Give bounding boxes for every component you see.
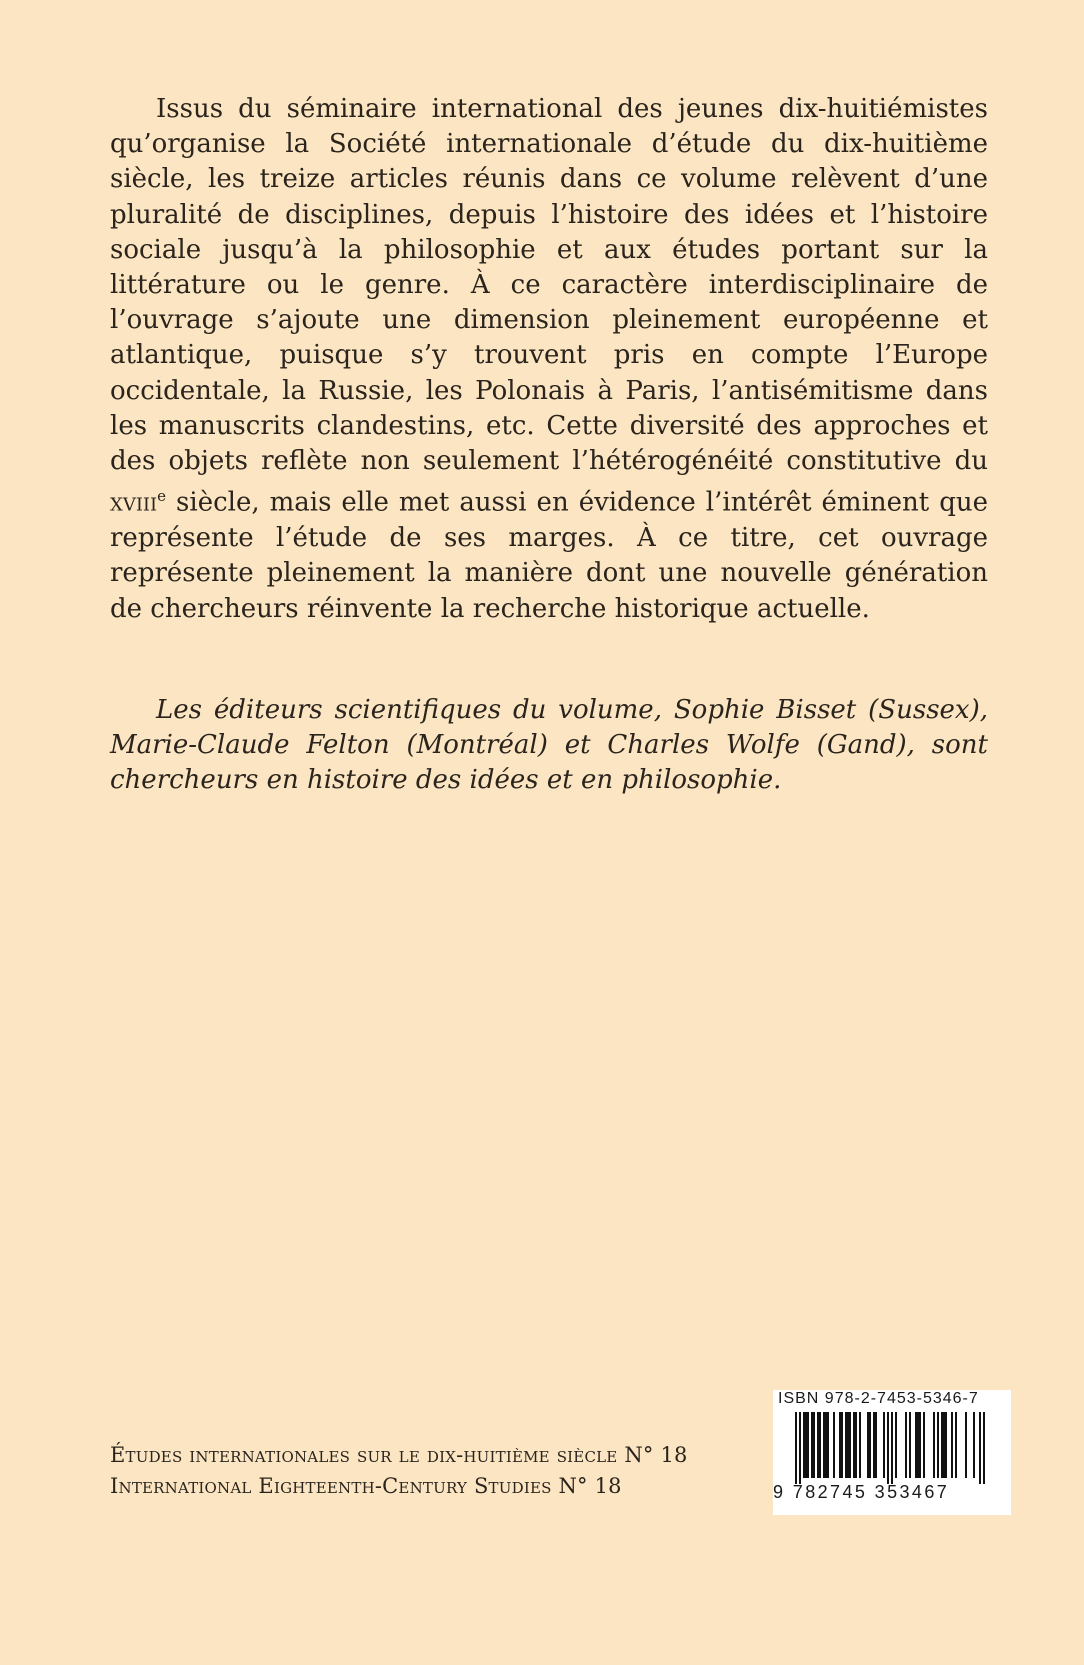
blurb-text-part-1: Issus du séminaire international des jeunes dix-huitiémistes qu’organise la Société internationale d’étude du dix-huitième siècle, les treize articles réunis dans ce volume relèvent d’une pluralité de disciplines, depuis l’histoire des idées et l’histoire sociale jusqu’à la philosophie et aux études portant sur la littérature ou le genre. À ce caractère interdisciplinaire de l’ouvrage s’ajoute une dimension pleinement européenne et atlantique, puisque s’y trouvent pris en compte l’Europe occidentale, la Russie, les Polonais à Paris, l’antisémitisme dans les manuscrits clandestins, etc. Cette diversité des approches et des objets reflète non seulement l’hétérogénéité constitutive du <box>110 94 988 477</box>
blurb-text-part-2: siècle, mais elle met aussi en évidence l’intérêt éminent que représente l’étude de ses marges. À ce titre, cet ouvrage représente pleinement la manière dont une nouvelle génération de chercheurs réinvente la recherche historique actuelle. <box>110 487 988 624</box>
barcode-bar <box>895 1412 897 1478</box>
series-info <box>110 1440 688 1502</box>
barcode-bar <box>795 1412 797 1484</box>
barcode-bar <box>917 1412 919 1478</box>
series-french-line <box>110 1440 688 1471</box>
barcode-bar <box>887 1412 889 1484</box>
barcode-bar <box>979 1412 981 1484</box>
editors-note: Les éditeurs scientifiques du volume, Sophie Bisset (Sussex), Marie-Claude Felton (Montréal) et Charles Wolfe (Gand), sont chercheurs en histoire des idées et en philosophie. <box>110 695 988 796</box>
barcode-bar <box>919 1412 921 1478</box>
barcode-bar <box>817 1412 819 1478</box>
barcode-bar <box>819 1412 821 1478</box>
barcode-bar <box>841 1412 843 1478</box>
barcode-bar <box>983 1412 985 1484</box>
series-french-title: Études internationales sur le dix-huitième siècle <box>110 1443 618 1467</box>
barcode-bar <box>845 1412 847 1478</box>
barcode-bar <box>905 1412 907 1478</box>
barcode-bar <box>955 1412 957 1478</box>
century-suffix: e <box>157 487 167 506</box>
barcode-bar <box>923 1412 925 1478</box>
barcode-bar <box>811 1412 813 1478</box>
barcode-bars-graphic <box>773 1412 1011 1484</box>
barcode-digits: 9 782745 353467 <box>773 1482 950 1502</box>
barcode-bar <box>833 1412 835 1478</box>
barcode-bar <box>869 1412 871 1478</box>
barcode-bar <box>867 1412 869 1478</box>
barcode-bar <box>827 1412 829 1478</box>
barcode-bar <box>951 1412 953 1478</box>
barcode-bar <box>825 1412 827 1478</box>
isbn-barcode <box>773 1390 1011 1515</box>
barcode-bar <box>823 1412 825 1478</box>
series-english-title: International Eighteenth-Century Studies <box>110 1474 552 1498</box>
barcode-bar <box>813 1412 815 1478</box>
barcode-bar <box>873 1412 875 1478</box>
barcode-bar <box>941 1412 943 1478</box>
barcode-bar <box>803 1412 805 1478</box>
barcode-bar <box>909 1412 911 1478</box>
barcode-bar <box>849 1412 851 1478</box>
barcode-bar <box>799 1412 801 1484</box>
barcode-bar <box>855 1412 857 1478</box>
barcode-bar <box>853 1412 855 1478</box>
barcode-bar <box>945 1412 947 1478</box>
series-english-line <box>110 1471 688 1502</box>
barcode-bar <box>965 1412 967 1478</box>
barcode-bar <box>943 1412 945 1478</box>
barcode-bar <box>839 1412 841 1478</box>
barcode-bar <box>973 1412 975 1478</box>
barcode-bar <box>805 1412 807 1478</box>
barcode-bar <box>915 1412 917 1478</box>
series-english-number: N° 18 <box>558 1474 622 1498</box>
barcode-bar <box>891 1412 893 1484</box>
century-numeral: xviii <box>110 487 158 518</box>
blurb-paragraph <box>110 92 988 627</box>
barcode-bar <box>847 1412 849 1478</box>
series-french-number: N° 18 <box>624 1443 688 1467</box>
barcode-bar <box>937 1412 939 1478</box>
barcode-bar <box>807 1412 809 1478</box>
barcode-bar <box>883 1412 885 1478</box>
barcode-bar <box>933 1412 935 1478</box>
isbn-label: ISBN 978-2-7453-5346-7 <box>778 1390 979 1407</box>
barcode-bar <box>859 1412 861 1478</box>
barcode-bar <box>875 1412 877 1478</box>
